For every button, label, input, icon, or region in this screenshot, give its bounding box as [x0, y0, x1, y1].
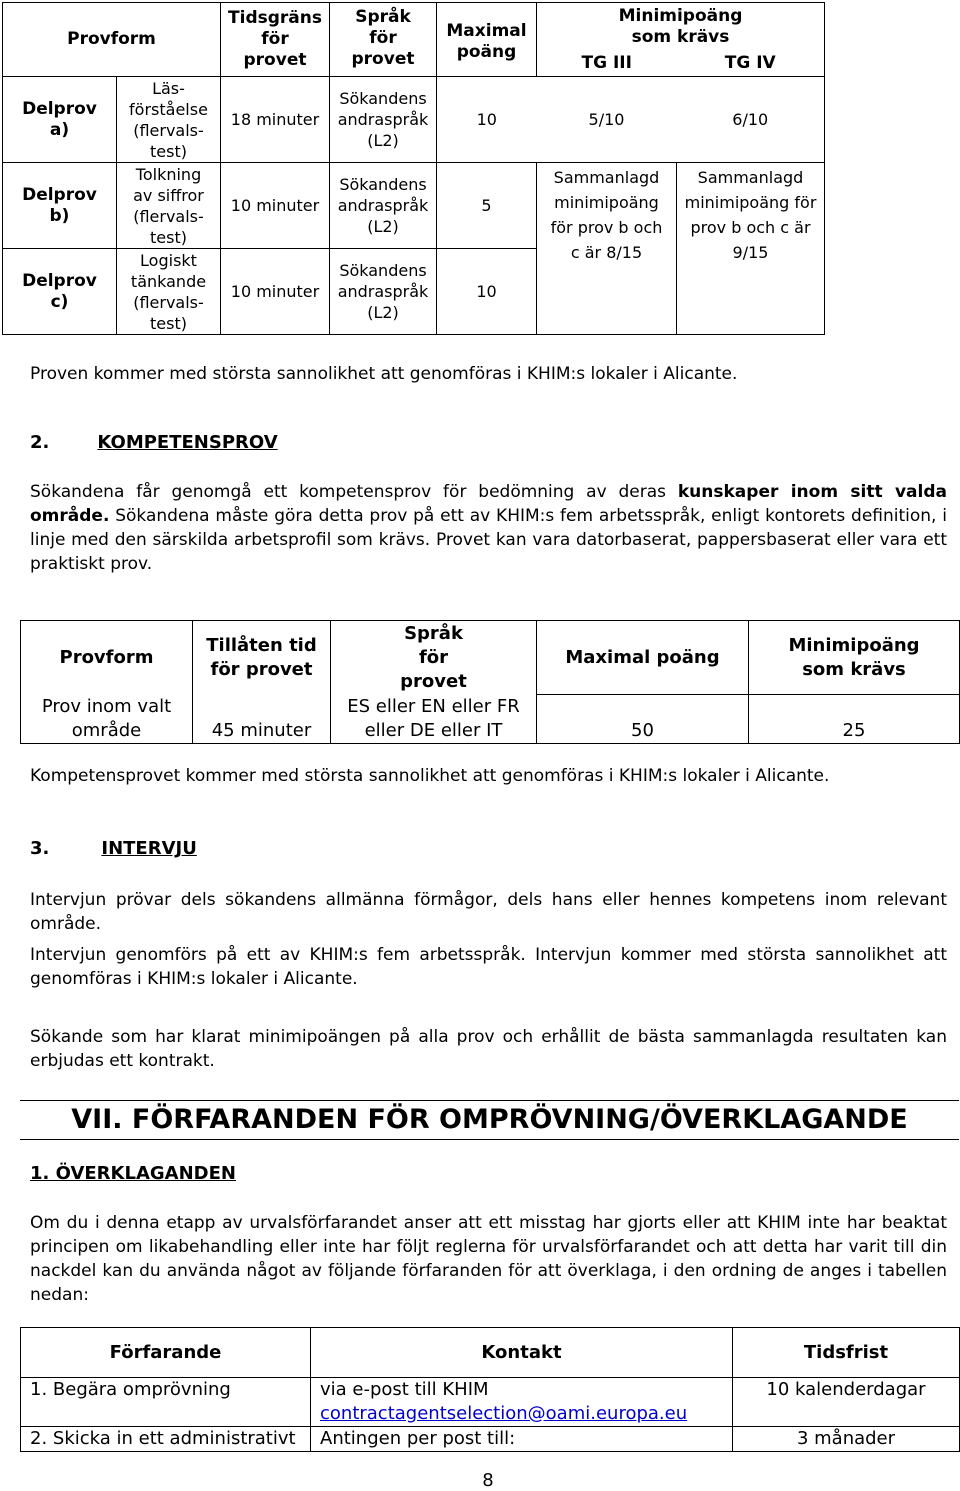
- t3-header-tidsfrist: Tidsfrist: [733, 1328, 960, 1378]
- competence-test-table: [20, 620, 960, 744]
- t2-max: 50: [537, 695, 749, 744]
- t2-header-tid: Tillåten tid för provet: [193, 621, 331, 695]
- sprak-c: Sökandens andraspråk (L2): [330, 249, 437, 335]
- tid-c: 10 minuter: [221, 249, 330, 335]
- t2-header-sprak: Språk för provet: [331, 621, 537, 695]
- provtyp-b: Tolkning av siffror (flervals- test): [117, 163, 221, 249]
- header-sprak: Språk för provet: [330, 3, 437, 77]
- para-intervju-1: Intervjun prövar dels sökandens allmänna förmågor, dels hans eller hennes kompetens inom relevant område.: [30, 890, 947, 934]
- delprov-b: Delprov b): [3, 163, 117, 249]
- t2-sprak: ES eller EN eller FR eller DE eller IT: [331, 695, 537, 744]
- t2-header-min: Minimipoäng som krävs: [749, 621, 960, 695]
- para-overklaganden: Om du i denna etapp av urvalsförfarandet anser att ett misstag har gjorts eller att KHIM inte har beaktat principen om likabehandling eller inte har följt reglerna för urvalsförfarandet och att detta har varit till din nackdel kan du använda något av följande förfaranden för att överklaga, i den ordning de anges i tabellen nedan:: [30, 1213, 947, 1305]
- header-tg4: TG IV: [677, 51, 825, 77]
- header-provform: Provform: [3, 3, 221, 77]
- tid-a: 18 minuter: [221, 77, 330, 163]
- max-b: 5: [437, 163, 537, 249]
- tg3-combined: Sammanlagd minimipoäng för prov b och c är 8/15: [537, 163, 677, 335]
- max-a: 10: [437, 77, 537, 163]
- t3-row1-kontakt: via e-post till KHIM contractagentselection@oami.europa.eu: [311, 1378, 733, 1427]
- section-3-heading: 3. INTERVJU: [30, 838, 197, 859]
- delprov-a: Delprov a): [3, 77, 117, 163]
- t3-header-forfarande: Förfarande: [21, 1328, 311, 1378]
- section-vii-heading: VII. FÖRFARANDEN FÖR OMPRÖVNING/ÖVERKLAGANDE: [20, 1100, 959, 1140]
- t3-row2-forfarande: 2. Skicka in ett administrativt: [21, 1427, 311, 1452]
- para-intervju-2: Intervjun genomförs på ett av KHIM:s fem arbetsspråk. Intervjun kommer med största sannolikhet att genomföras i KHIM:s lokaler i Alicante.: [30, 945, 947, 989]
- t3-row1-tidsfrist: 10 kalenderdagar: [733, 1378, 960, 1427]
- t2-tid: 45 minuter: [193, 695, 331, 744]
- t2-min: 25: [749, 695, 960, 744]
- page-number: 8: [482, 1470, 494, 1491]
- t2-header-provform: Provform: [21, 621, 193, 695]
- aptitude-test-table: [2, 2, 825, 335]
- para-proven-location: Proven kommer med största sannolikhet att genomföras i KHIM:s lokaler i Alicante.: [30, 364, 738, 384]
- t3-row2-kontakt: Antingen per post till:: [311, 1427, 733, 1452]
- max-c: 10: [437, 249, 537, 335]
- header-minimipoang: Minimipoäng som krävs: [537, 3, 825, 51]
- subsection-overklaganden: 1. ÖVERKLAGANDEN: [30, 1163, 236, 1184]
- para-kompetensprov: Sökandena får genomgå ett kompetensprov för bedömning av deras kunskaper inom sitt valda område. Sökandena måste göra detta prov på ett av KHIM:s fem arbetsspråk, enligt kontorets definition, i linje med den särskilda arbetsprofil som krävs. Provet kan vara datorbaserat, pappersbaserat eller vara ett praktiskt prov.: [30, 482, 947, 574]
- t3-row1-forfarande: 1. Begära omprövning: [21, 1378, 311, 1427]
- tid-b: 10 minuter: [221, 163, 330, 249]
- sprak-b: Sökandens andraspråk (L2): [330, 163, 437, 249]
- para-kompetens-location: Kompetensprovet kommer med största sannolikhet att genomföras i KHIM:s lokaler i Alicante.: [30, 766, 830, 786]
- tg3-a: 5/10: [537, 77, 677, 163]
- header-maximal-poang: Maximal poäng: [437, 3, 537, 77]
- tg4-combined: Sammanlagd minimipoäng för prov b och c är 9/15: [677, 163, 825, 335]
- tg4-a: 6/10: [677, 77, 825, 163]
- header-tidsgrans: Tidsgräns för provet: [221, 3, 330, 77]
- appeal-procedures-table: [20, 1327, 960, 1452]
- t3-header-kontakt: Kontakt: [311, 1328, 733, 1378]
- sprak-a: Sökandens andraspråk (L2): [330, 77, 437, 163]
- header-tg3: TG III: [537, 51, 677, 77]
- provtyp-c: Logiskt tänkande (flervals- test): [117, 249, 221, 335]
- t2-header-max: Maximal poäng: [537, 621, 749, 695]
- para-kontrakt: Sökande som har klarat minimipoängen på alla prov och erhållit de bästa sammanlagda resultaten kan erbjudas ett kontrakt.: [30, 1027, 947, 1071]
- delprov-c: Delprov c): [3, 249, 117, 335]
- email-link[interactable]: contractagentselection@oami.europa.eu: [320, 1403, 688, 1424]
- t2-provform: Prov inom valt område: [21, 695, 193, 744]
- section-2-heading: 2. KOMPETENSPROV: [30, 432, 278, 453]
- provtyp-a: Läs- förståelse (flervals- test): [117, 77, 221, 163]
- t3-row2-tidsfrist: 3 månader: [733, 1427, 960, 1452]
